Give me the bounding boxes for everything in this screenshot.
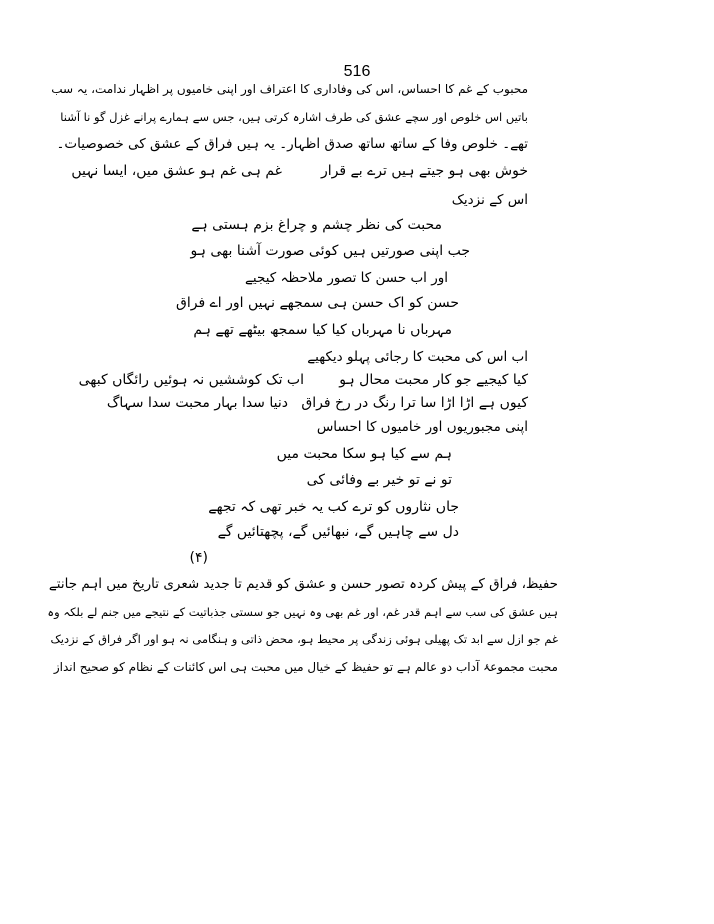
verse-half: دنیا سدا بہار محبت سدا سہاگ <box>106 395 288 411</box>
verse-half: کیوں ہے اڑا اڑا سا ترا رنگ در رخ فراق <box>301 395 528 411</box>
verse-line: جب اپنی صورتیں ہیں کوئی صورت آشنا بھی ہو <box>190 243 470 259</box>
verse-line: تو نے تو خیر بے وفائی کی <box>306 472 452 488</box>
verse-half: کیا کیجیے جو کار محبت محال ہو <box>339 372 528 388</box>
verse-line: مہرباں نا مہرباں کیا کیا سمجھ بیٹھے تھے ہم <box>193 322 452 338</box>
para1-line: باتیں اس خلوص اور سچے عشق کی طرف اشارہ کرتی ہیں، جس سے ہمارے پرانے غزل گو نا آشنا <box>60 110 528 124</box>
verse-half: خوش بھی ہو جیتے ہیں ترے بے قرار <box>321 163 528 179</box>
para2-line: محبت مجموعۂ آداب دو عالم ہے تو حفیظ کے خیال میں محبت ہی اس کائنات کے نظام کو صحیح انداز <box>53 660 558 674</box>
para2-line: غم جو ازل سے ابد تک پھیلی ہوئی زندگی پر محیط ہو، محض ذاتی و ہنگامی نہ ہو اور اگر فراق کے نزدیک <box>50 632 558 646</box>
intro-label: اس کے نزدیک <box>451 192 528 208</box>
intro-label: اپنی مجبوریوں اور خامیوں کا احساس <box>316 419 528 435</box>
verse-half: اب تک کوششیں نہ ہوئیں رائگاں کبھی <box>78 372 304 388</box>
verse-half: غم ہی غم ہو عشق میں، ایسا نہیں <box>71 163 282 179</box>
para1-line: تھے۔ خلوص وفا کے ساتھ ساتھ صدق اظہار۔ یہ ہیں فراق کے عشق کی خصوصیات۔ <box>56 136 528 152</box>
para2-line: حفیظ، فراق کے پیش کردہ تصور حسن و عشق کو قدیم تا جدید شعری تاریخ میں اہم جانتے <box>48 576 558 592</box>
para2-line: ہیں عشق کی سب سے اہم قدر غم، اور غم بھی وہ نہیں جو سستی جذباتیت کے نتیجے میں جنم لے بلکہ وہ <box>47 605 558 619</box>
verse-line: حسن کو اک حسن ہی سمجھے نہیں اور اے فراق <box>175 295 459 311</box>
verse-line: جاں نثاروں کو ترے کب یہ خبر تھی کہ تجھے <box>208 499 459 515</box>
intro-label: اور اب حسن کا تصور ملاحظہ کیجیے <box>245 270 448 286</box>
verse-line: ہم سے کیا ہو سکا محبت میں <box>276 446 452 462</box>
para1-line: محبوب کے غم کا احساس، اس کی وفاداری کا اعتراف اور اپنی خامیوں پر اظہار ندامت، یہ سب <box>51 82 528 96</box>
page-number: 516 <box>343 63 371 80</box>
verse-line: محبت کی نظر چشم و چراغ بزم ہستی ہے <box>191 217 442 233</box>
verse-line: دل سے چاہیں گے، نبھائیں گے، پچھتائیں گے <box>217 524 459 540</box>
intro-label: اب اس کی محبت کا رجائی پہلو دیکھیے <box>307 349 528 365</box>
section-number: (۴) <box>189 550 208 566</box>
